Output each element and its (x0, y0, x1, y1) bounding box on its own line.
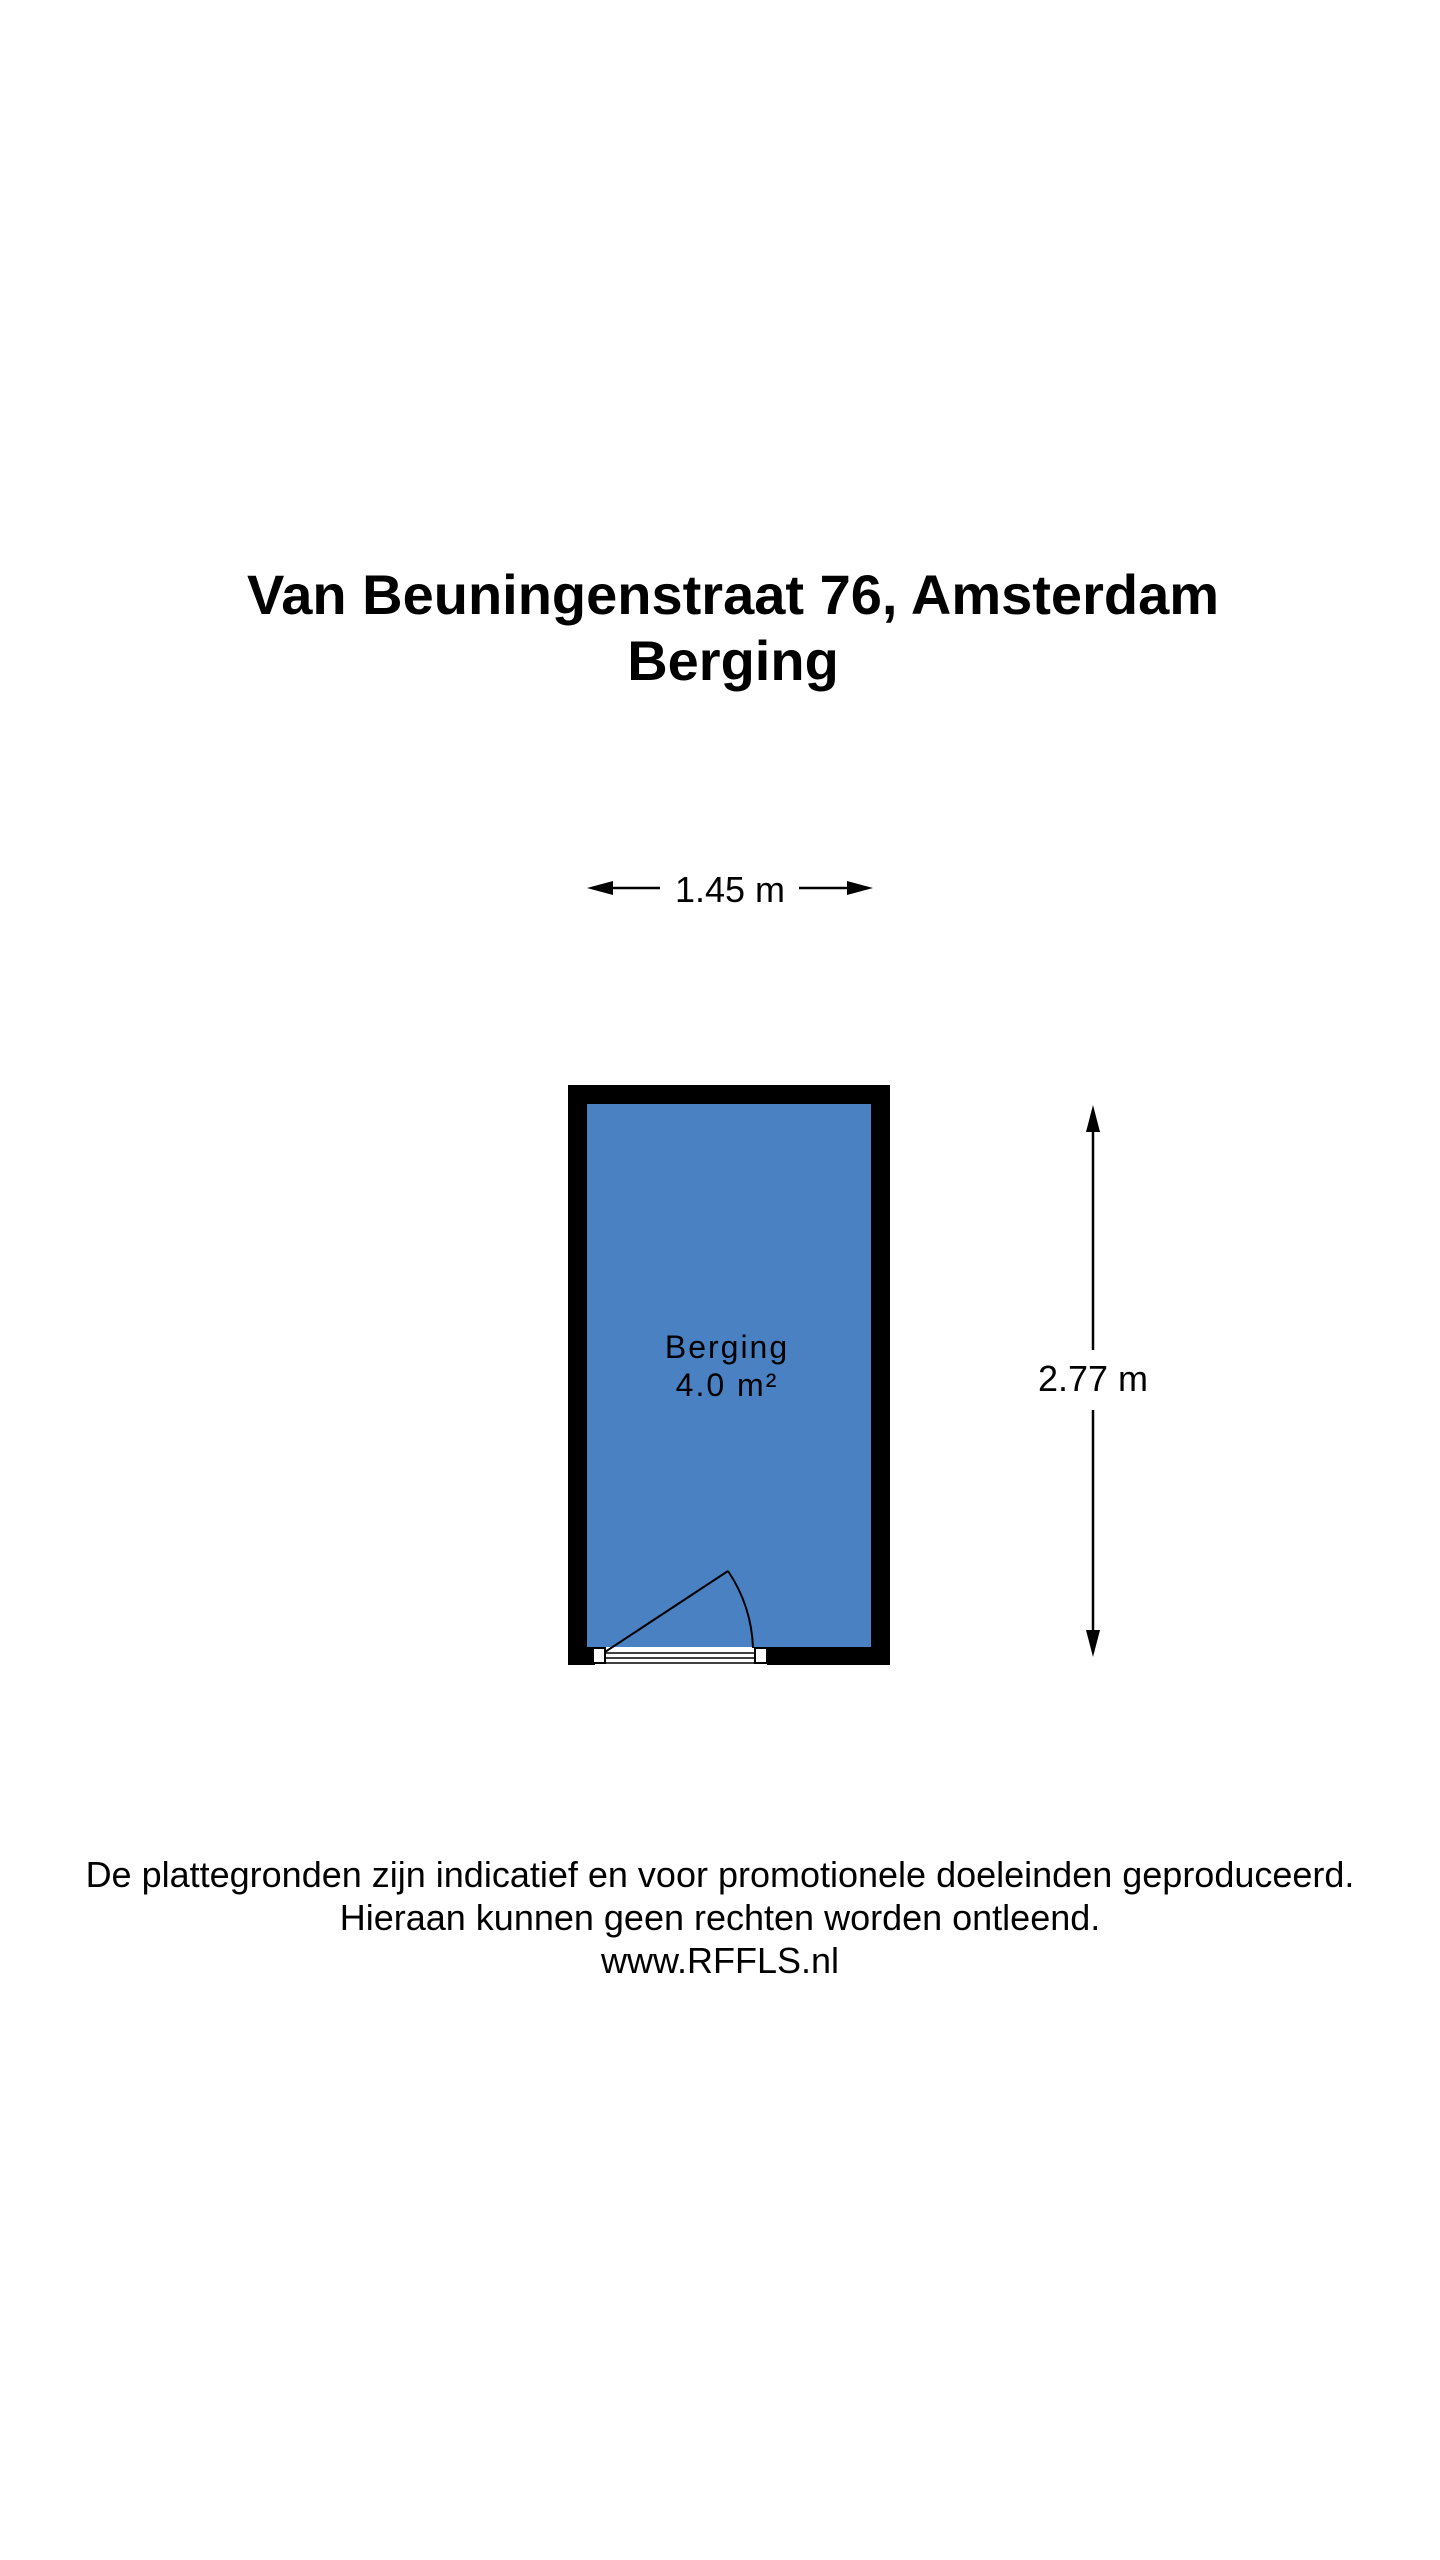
width-arrow-right-head (847, 881, 873, 895)
disclaimer-line-1: De plattegronden zijn indicatief en voor promotionele doeleinden geproduceerd. (85, 1854, 1355, 1895)
height-arrow-top-head (1086, 1105, 1100, 1132)
height-arrow-bottom-head (1086, 1630, 1100, 1657)
address-title: Van Beuningenstraat 76, Amsterdam (246, 563, 1219, 626)
disclaimer-line-2: Hieraan kunnen geen rechten worden ontleend. (339, 1897, 1101, 1938)
width-dimension (587, 869, 873, 910)
door-jamb-right (755, 1648, 767, 1663)
height-label: 2.77 m (1037, 1358, 1149, 1399)
disclaimer (0, 1853, 1440, 1982)
height-dimension (1038, 1105, 1148, 1657)
room-area: 4.0 m² (675, 1367, 779, 1403)
door-jamb-left (593, 1648, 605, 1663)
room-berging (568, 1085, 890, 1665)
room-name: Berging (664, 1329, 790, 1365)
width-arrow-left-head (587, 881, 613, 895)
width-label: 1.45 m (674, 869, 786, 910)
website-link[interactable]: www.RFFLS.nl (600, 1940, 840, 1981)
floor-title: Berging (627, 629, 839, 692)
